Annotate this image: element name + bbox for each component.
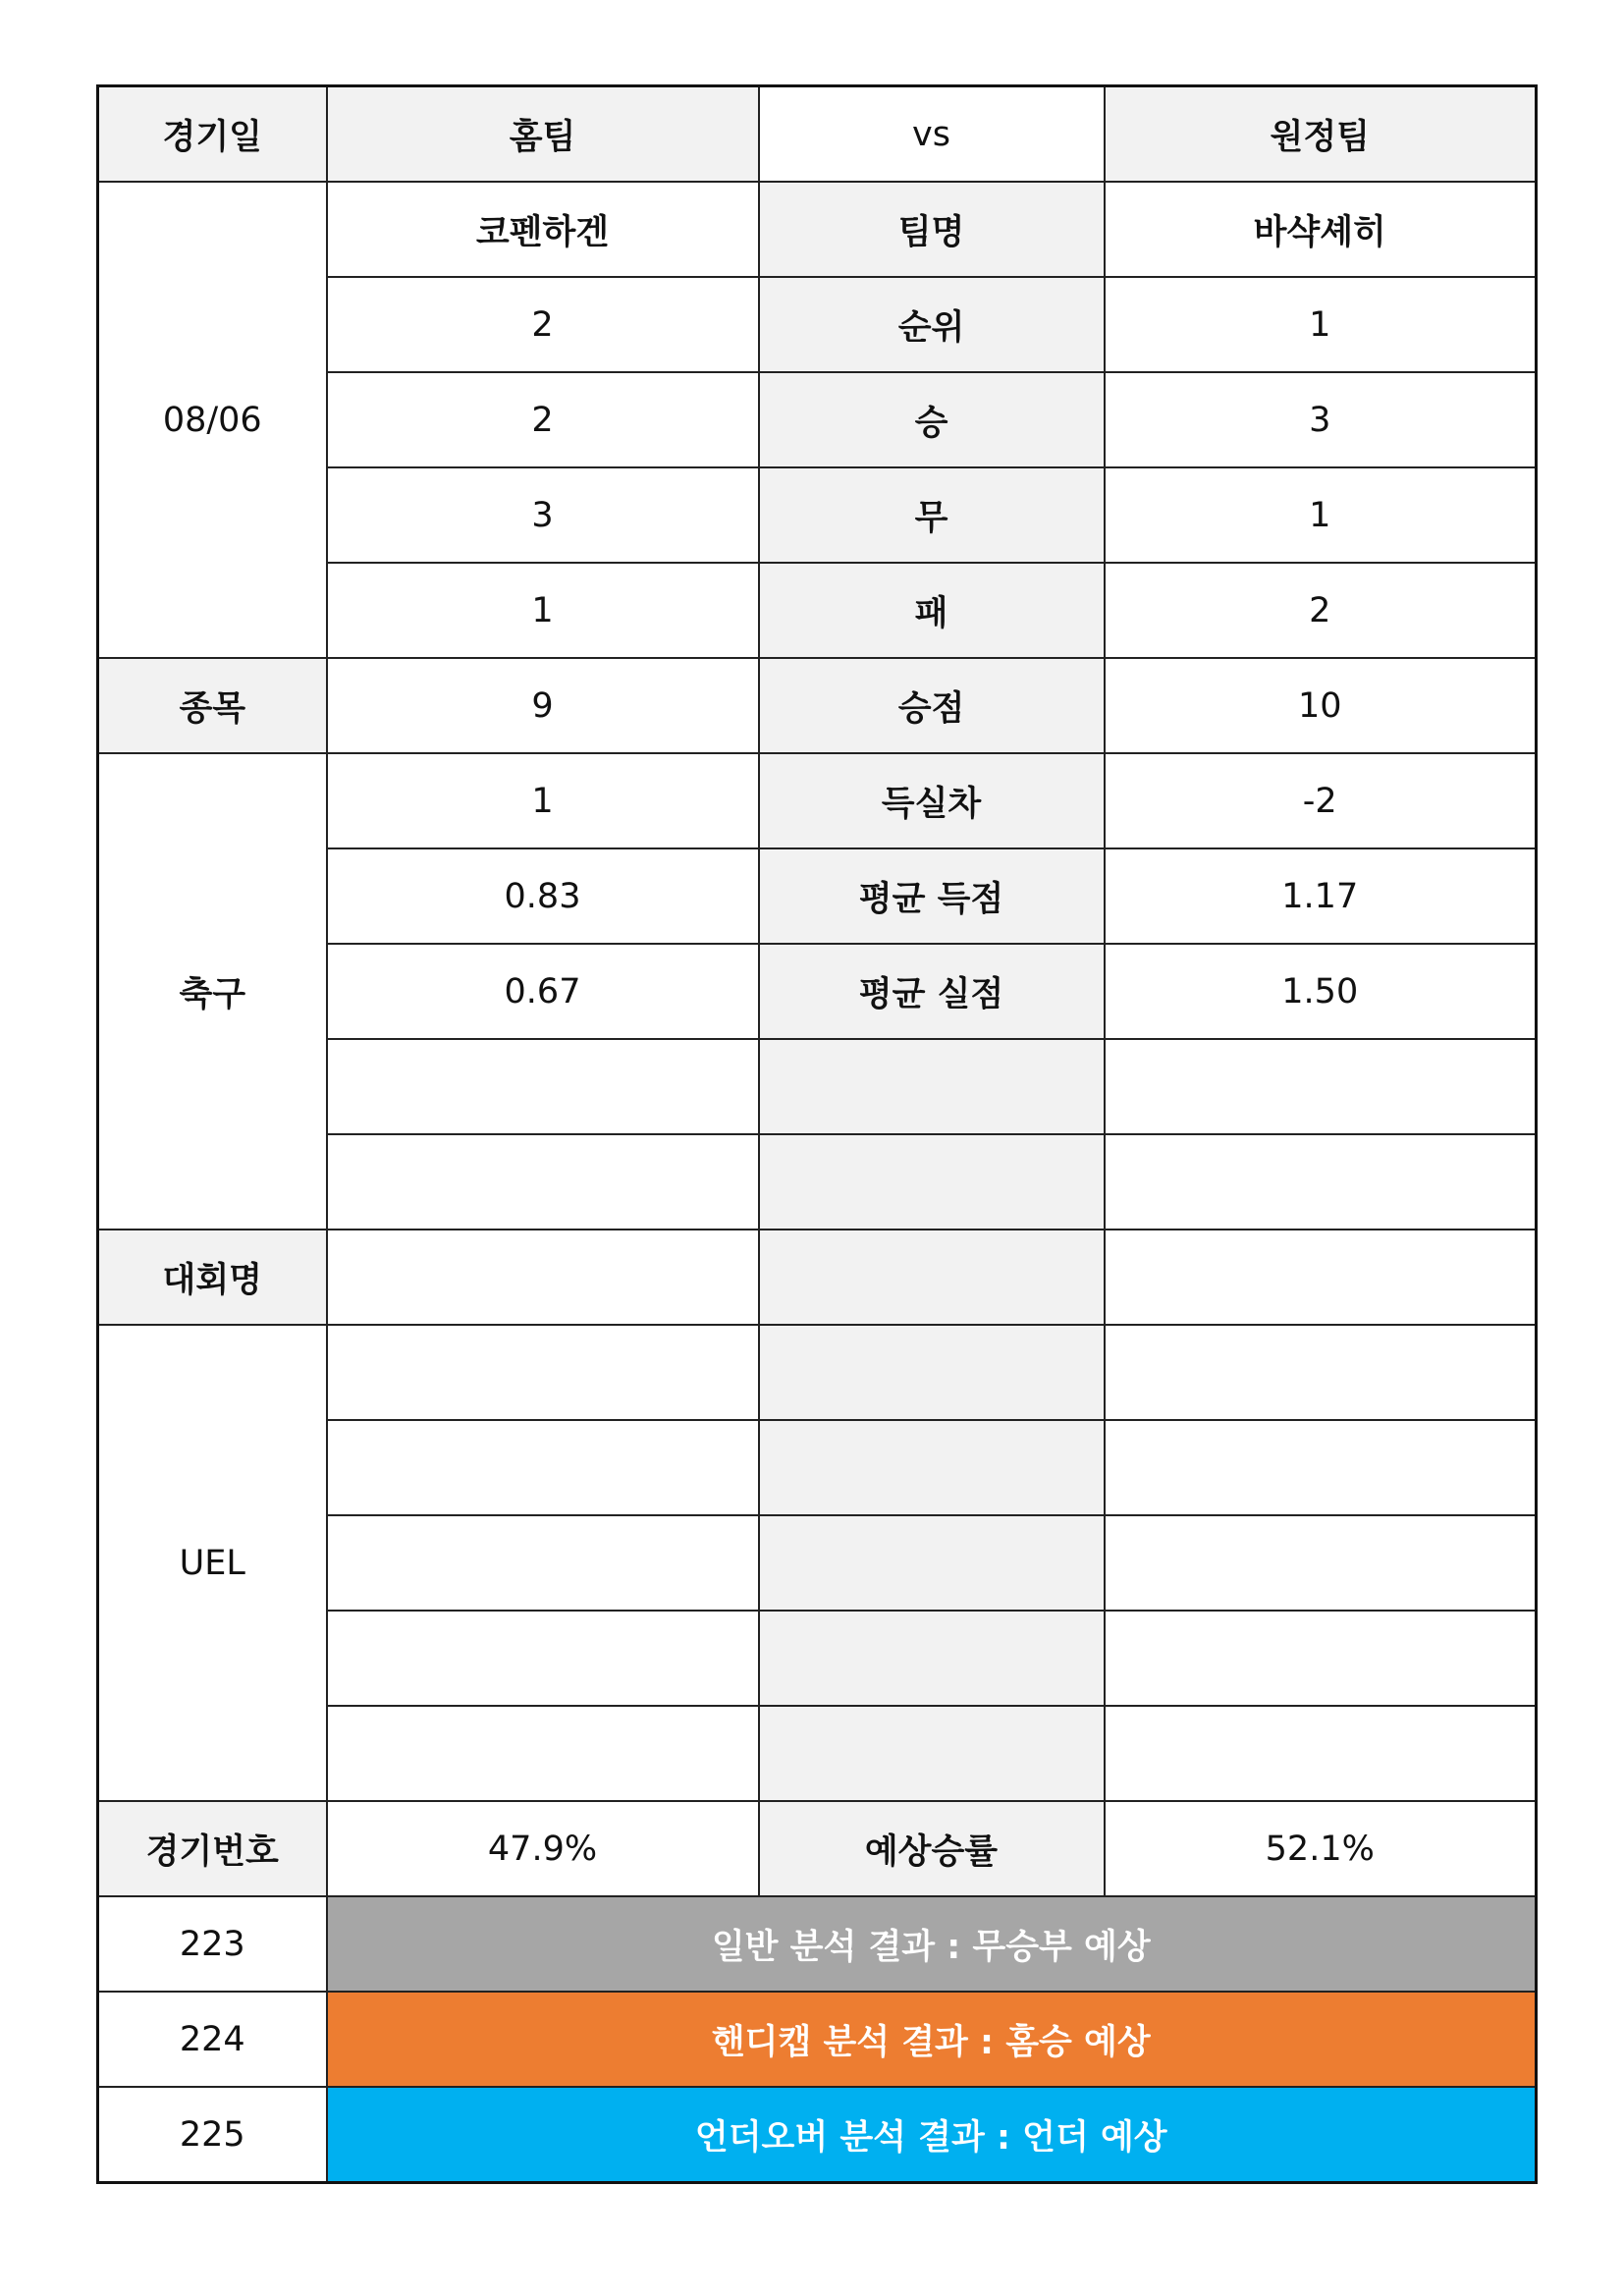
- stat-label: 승점: [759, 658, 1105, 753]
- empty-cell: [327, 1706, 759, 1801]
- away-team-name: 바샥셰히: [1105, 182, 1537, 277]
- win-rate-row: [98, 1801, 1537, 1896]
- empty-cell: [327, 1325, 759, 1420]
- game-number-label: 경기번호: [98, 1801, 327, 1896]
- result-row-general: [98, 1896, 1537, 1992]
- league-label-row: [98, 1230, 1537, 1325]
- result-row-handicap: [98, 1992, 1537, 2087]
- empty-cell: [759, 1230, 1105, 1325]
- home-stat: 1: [327, 563, 759, 658]
- date-header: 경기일: [98, 86, 327, 183]
- empty-cell: [327, 1515, 759, 1611]
- home-stat: 2: [327, 372, 759, 467]
- game-number: 225: [98, 2087, 327, 2183]
- away-stat: 10: [1105, 658, 1537, 753]
- away-stat: 3: [1105, 372, 1537, 467]
- result-row-under-over: [98, 2087, 1537, 2183]
- empty-cell: [327, 1134, 759, 1230]
- under-over-analysis-result: 언더오버 분석 결과 : 언더 예상: [327, 2087, 1537, 2183]
- away-stat: 2: [1105, 563, 1537, 658]
- stat-row: [98, 658, 1537, 753]
- empty-cell: [1105, 1039, 1537, 1134]
- stat-label: 득실차: [759, 753, 1105, 848]
- empty-cell: [327, 1611, 759, 1706]
- away-win-rate: 52.1%: [1105, 1801, 1537, 1896]
- game-number: 224: [98, 1992, 327, 2087]
- empty-cell: [759, 1325, 1105, 1420]
- stat-label: 순위: [759, 277, 1105, 372]
- empty-cell: [327, 1230, 759, 1325]
- empty-cell: [1105, 1611, 1537, 1706]
- league-label: 대회명: [98, 1230, 327, 1325]
- general-analysis-result: 일반 분석 결과 : 무승부 예상: [327, 1896, 1537, 1992]
- handicap-analysis-result: 핸디캡 분석 결과 : 홈승 예상: [327, 1992, 1537, 2087]
- empty-cell: [759, 1420, 1105, 1515]
- win-rate-label: 예상승률: [759, 1801, 1105, 1896]
- home-stat: 1: [327, 753, 759, 848]
- home-stat: 0.67: [327, 944, 759, 1039]
- empty-cell: [1105, 1420, 1537, 1515]
- stat-label: 평균 득점: [759, 848, 1105, 944]
- empty-cell: [1105, 1134, 1537, 1230]
- team-label: 팀명: [759, 182, 1105, 277]
- match-date: 08/06: [98, 182, 327, 658]
- stat-label: 승: [759, 372, 1105, 467]
- match-analysis-table: [96, 84, 1538, 2184]
- home-header: 홈팀: [327, 86, 759, 183]
- empty-cell: [759, 1611, 1105, 1706]
- empty-cell: [327, 1420, 759, 1515]
- away-stat: -2: [1105, 753, 1537, 848]
- home-stat: 2: [327, 277, 759, 372]
- empty-cell: [759, 1706, 1105, 1801]
- team-row: [98, 182, 1537, 277]
- away-stat: 1.50: [1105, 944, 1537, 1039]
- empty-cell: [759, 1039, 1105, 1134]
- empty-row: [98, 1325, 1537, 1420]
- header-row: [98, 86, 1537, 183]
- home-stat: 9: [327, 658, 759, 753]
- away-stat: 1: [1105, 277, 1537, 372]
- home-win-rate: 47.9%: [327, 1801, 759, 1896]
- league-value: UEL: [98, 1325, 327, 1801]
- away-stat: 1.17: [1105, 848, 1537, 944]
- empty-cell: [1105, 1706, 1537, 1801]
- stat-row: [98, 753, 1537, 848]
- empty-cell: [1105, 1230, 1537, 1325]
- stat-label: 평균 실점: [759, 944, 1105, 1039]
- away-stat: 1: [1105, 467, 1537, 563]
- sport-label: 종목: [98, 658, 327, 753]
- sport-value: 축구: [98, 753, 327, 1230]
- home-team-name: 코펜하겐: [327, 182, 759, 277]
- empty-cell: [759, 1515, 1105, 1611]
- empty-cell: [327, 1039, 759, 1134]
- away-header: 원정팀: [1105, 86, 1537, 183]
- empty-cell: [1105, 1515, 1537, 1611]
- empty-cell: [759, 1134, 1105, 1230]
- home-stat: 0.83: [327, 848, 759, 944]
- home-stat: 3: [327, 467, 759, 563]
- game-number: 223: [98, 1896, 327, 1992]
- vs-header: vs: [759, 86, 1105, 183]
- stat-label: 무: [759, 467, 1105, 563]
- stat-label: 패: [759, 563, 1105, 658]
- empty-cell: [1105, 1325, 1537, 1420]
